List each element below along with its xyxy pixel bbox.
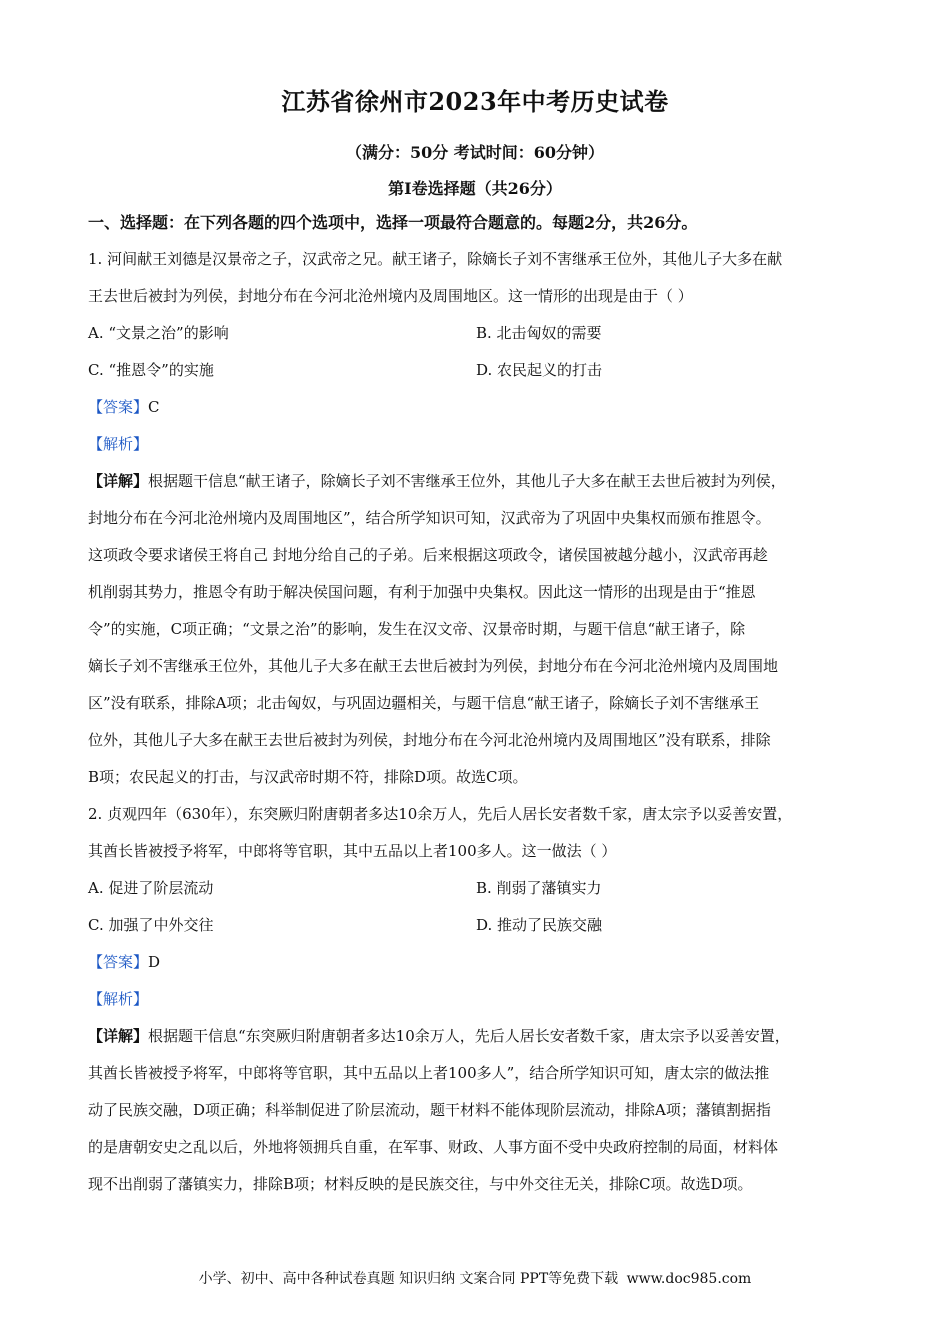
detail-line: 区”没有联系，排除A项；北击匈奴，与巩固边疆相关，与题干信息“献王诸子，除嫡长子刘不害继承王: [88, 694, 760, 712]
page-title: 江苏省徐州市2023年中考历史试卷: [281, 87, 669, 116]
detail-tag: 【详解】: [88, 472, 149, 490]
detail-line: 现不出削弱了藩镇实力，排除B项；材料反映的是民族交往，与中外交往无关，排除C项。故选D项。: [88, 1175, 753, 1193]
detail-line: 动了民族交融，D项正确；科举制促进了阶层流动，题干材料不能体现阶层流动，排除A项；藩镇割据指: [88, 1101, 771, 1119]
detail-line: 位外，其他儿子大多在献王去世后被封为列侯，封地分布在今河北沧州境内及周围地区”没有联系，排除: [88, 731, 771, 749]
option-a: A. 促进了阶层流动: [88, 879, 214, 897]
detail-line: 嫡长子刘不害继承王位外，其他儿子大多在献王去世后被封为列侯，封地分布在今河北沧州境内及周围地: [88, 657, 779, 675]
option-c: C. 加强了中外交往: [88, 916, 214, 934]
analysis-line: [88, 426, 878, 463]
option-d: D. 推动了民族交融: [476, 916, 603, 934]
answer-line: [88, 944, 878, 981]
page-footer: [0, 1268, 950, 1288]
option-c: C. “推恩令”的实施: [88, 361, 214, 379]
detail-line: 其酋长皆被授予将军，中郎将等官职，其中五品以上者100多人”，结合所学知识可知，唐太宗的做法推: [88, 1064, 770, 1082]
footer-url[interactable]: www.doc985.com: [626, 1271, 752, 1287]
detail-line: B项；农民起义的打击，与汉武帝时期不符，排除D项。故选C项。: [88, 768, 528, 786]
detail-line: 这项政令要求诸侯王将自己 封地分给自己的子弟。后来根据这项政令，诸侯国被越分越小，汉武帝再趁: [88, 546, 768, 564]
detail-line: 令”的实施，C项正确；“文景之治”的影响，发生在汉文帝、汉景帝时期，与题干信息“献王诸子，除: [88, 620, 746, 638]
analysis-line: [88, 981, 878, 1018]
footer-text: 小学、初中、高中各种试卷真题 知识归纳 文案合同 PPT等免费下载: [198, 1271, 619, 1287]
question-stem-line: 王去世后被封为列侯，封地分布在今河北沧州境内及周围地区。这一情形的出现是由于（ ）: [88, 287, 693, 305]
answer-line: [88, 389, 878, 426]
part-heading: 一、选择题：在下列各题的四个选项中，选择一项最符合题意的。每题2分，共26分。: [88, 213, 698, 232]
answer-value: D: [148, 953, 161, 971]
option-b: B. 北击匈奴的需要: [476, 324, 602, 342]
detail-line: 封地分布在今河北沧州境内及周围地区”，结合所学知识可知，汉武帝为了巩固中央集权而颁布推恩令。: [88, 509, 771, 527]
option-b: B. 削弱了藩镇实力: [476, 879, 602, 897]
option-a: A. “文景之治”的影响: [88, 324, 229, 342]
detail-line: 机削弱其势力，推恩令有助于解决侯国问题，有利于加强中央集权。因此这一情形的出现是由于“推恩: [88, 583, 756, 601]
exam-meta: （满分：50分 考试时间：60分钟）: [345, 143, 605, 162]
detail-tag: 【详解】: [88, 1027, 149, 1045]
answer-tag: 【答案】: [88, 953, 149, 971]
detail-line: 的是唐朝安史之乱以后，外地将领拥兵自重，在军事、财政、人事方面不受中央政府控制的局面，材料体: [88, 1138, 779, 1156]
option-row: [88, 907, 878, 944]
detail-line: [88, 463, 878, 500]
question-stem-line: 1. 河间献王刘德是汉景帝之子，汉武帝之兄。献王诸子，除嫡长子刘不害继承王位外，其他儿子大多在献: [88, 250, 783, 268]
question-2: [88, 796, 878, 1203]
analysis-tag: 【解析】: [88, 990, 149, 1008]
question-stem-line: 其酋长皆被授予将军，中郎将等官职，其中五品以上者100多人。这一做法（ ）: [88, 842, 617, 860]
analysis-tag: 【解析】: [88, 435, 149, 453]
option-row: [88, 315, 878, 352]
answer-value: C: [148, 398, 160, 416]
section-title: 第Ⅰ卷选择题（共26分）: [388, 179, 562, 198]
answer-tag: 【答案】: [88, 398, 149, 416]
detail-line: [88, 1018, 878, 1055]
question-1: [88, 241, 878, 796]
question-stem-line: 2. 贞观四年（630年），东突厥归附唐朝者多达10余万人，先后人居长安者数千家，唐太宗予以妥善安置，: [88, 805, 793, 823]
option-row: [88, 352, 878, 389]
detail-text: 根据题干信息“献王诸子，除嫡长子刘不害继承王位外，其他儿子大多在献王去世后被封为列侯，: [148, 472, 786, 490]
exam-content: [88, 204, 878, 1203]
option-row: [88, 870, 878, 907]
detail-text: 根据题干信息“东突厥归附唐朝者多达10余万人，先后人居长安者数千家，唐太宗予以妥善安置，: [148, 1027, 790, 1045]
option-d: D. 农民起义的打击: [476, 361, 603, 379]
